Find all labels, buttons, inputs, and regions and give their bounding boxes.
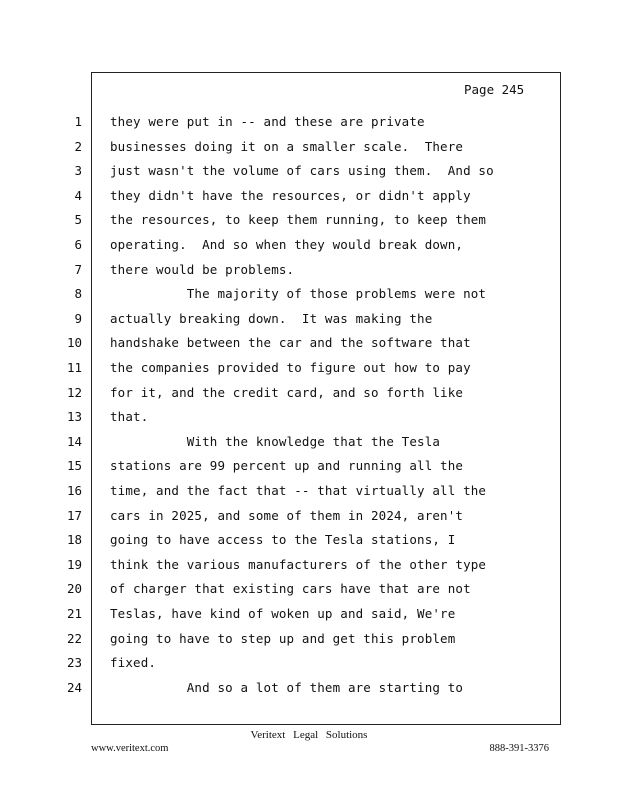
transcript-line: the resources, to keep them running, to keep them <box>110 212 487 228</box>
line-number: 6 <box>74 237 82 252</box>
line-number: 8 <box>74 286 82 302</box>
line-number: 4 <box>74 187 82 203</box>
line-number: 17 <box>66 507 82 523</box>
line-number: 3 <box>74 163 82 179</box>
page-number: Page 245 <box>464 82 525 97</box>
transcript-line: With the knowledge that the Tesla <box>110 433 441 449</box>
transcript-line: just wasn't the volume of cars using them. And so <box>110 163 494 179</box>
line-number: 5 <box>74 212 82 228</box>
line-number: 21 <box>66 606 82 621</box>
line-number: 11 <box>66 360 82 375</box>
transcript-line: The majority of those problems were not <box>110 286 487 302</box>
line-number: 13 <box>66 409 82 425</box>
line-number: 15 <box>66 458 82 474</box>
line-number: 10 <box>66 335 82 351</box>
line-number: 20 <box>66 581 82 597</box>
transcript-line: going to have to step up and get this problem <box>110 630 456 646</box>
transcript-line: that. <box>110 409 149 425</box>
footer-website: www.veritext.com <box>91 743 169 754</box>
line-number: 2 <box>74 138 82 154</box>
transcript-line: actually breaking down. It was making the <box>110 310 433 326</box>
transcript-line: Teslas, have kind of woken up and said, We're <box>110 606 456 621</box>
line-number: 18 <box>66 532 82 548</box>
transcript-line: they didn't have the resources, or didn't apply <box>110 187 471 203</box>
transcript-line: And so a lot of them are starting to <box>110 679 464 695</box>
transcript-line: stations are 99 percent up and running all the <box>110 458 464 474</box>
transcript-line: handshake between the car and the software that <box>110 335 471 351</box>
transcript-line: time, and the fact that -- that virtually all the <box>110 483 487 498</box>
footer-phone: 888-391-3376 <box>489 743 549 754</box>
transcript-line: cars in 2025, and some of them in 2024, aren't <box>110 507 464 523</box>
line-number: 12 <box>66 384 82 400</box>
transcript-line: the companies provided to figure out how to pay <box>110 360 471 375</box>
transcript-line: think the various manufacturers of the other type <box>110 556 487 572</box>
line-number: 24 <box>66 679 82 695</box>
line-number: 19 <box>66 556 82 572</box>
transcript-line: going to have access to the Tesla stations, I <box>110 532 456 548</box>
line-number: 7 <box>74 261 82 277</box>
transcript-line: for it, and the credit card, and so forth like <box>110 384 464 400</box>
line-number: 14 <box>66 433 82 449</box>
footer-company: Veritext Legal Solutions <box>250 729 368 741</box>
transcript-line: businesses doing it on a smaller scale. There <box>110 138 464 154</box>
line-number: 23 <box>66 655 82 671</box>
transcript-line: they were put in -- and these are private <box>110 114 425 129</box>
line-number: 16 <box>66 483 82 498</box>
transcript-line: there would be problems. <box>110 261 295 277</box>
line-number: 9 <box>74 310 82 326</box>
line-number: 1 <box>74 114 82 129</box>
transcript-line: of charger that existing cars have that are not <box>110 581 471 597</box>
transcript-line: fixed. <box>110 655 157 671</box>
line-number: 22 <box>66 630 82 646</box>
transcript-line: operating. And so when they would break down, <box>110 237 464 252</box>
